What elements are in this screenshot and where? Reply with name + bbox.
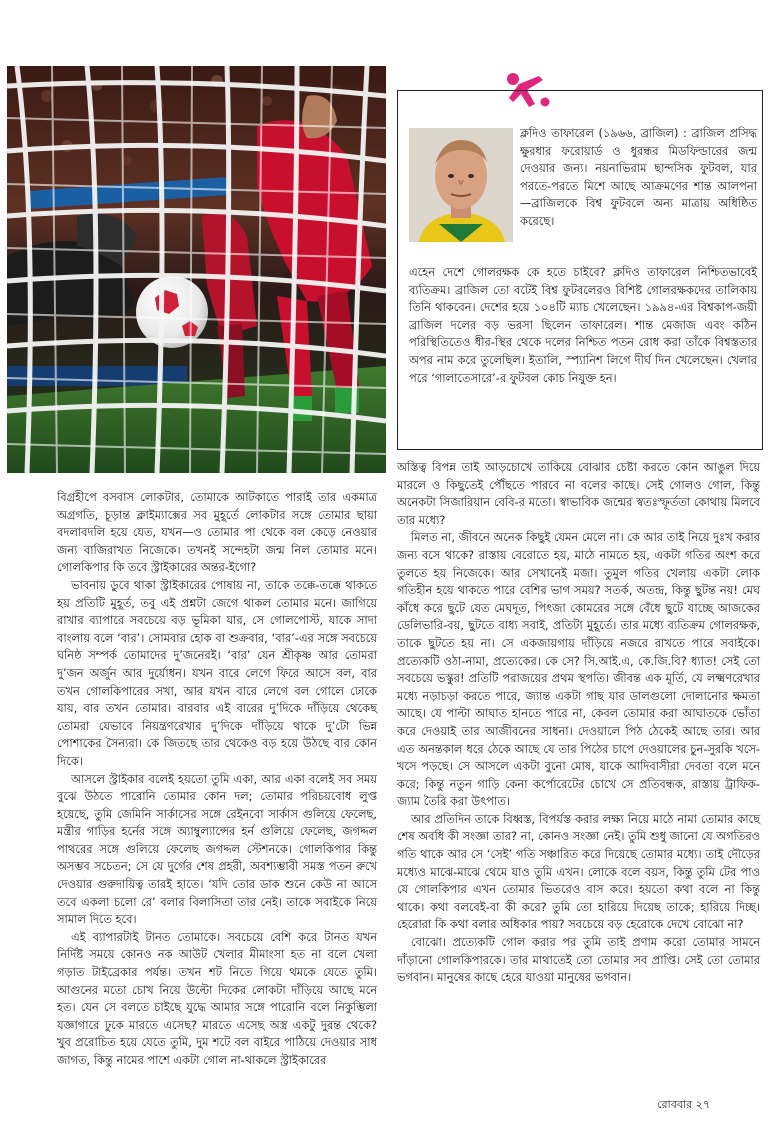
article-left-column [57, 489, 377, 1070]
paragraph: মিলত না, জীবনে অনেক কিছুই যেমন মেলে না। কে আর তাই নিয়ে দুঃখ করার জন্য বসে থাকে? রাস্তায় বেরোতে হয়, মাঠে নামতে হয়, একটা গতির অংশ করে তুলতে হয় নিজেকে। আর সেখানেই মজা। তুমুল গতির খেলায় একটা লোক গতিহীন হয়ে থাকতে পারে বেশির ভাগ সময়? সতর্ক, অতন্দ্র, কিন্তু ছুটন্ত নয়! মেঘ কাঁধে করে ছুটে যেত মেঘদূত, পিৎজা কোমরের সঙ্গে বেঁধে ছুটে যাচ্ছে আজকের ডেলিভারি-বয়, ছুটতে বাধ্য সবাই, প্রতিটা মুহূর্তে। তার মধ্যে ব্যতিক্রম গোলরক্ষক, তাকে ছুটতে হয় না। সে একজায়গায় দাঁড়িয়ে নজরে রাখতে পারে সবাইকে। প্রত্যেকটি ওঠা-নামা, প্রত্যেকের। কে সে? সি.আই.এ, কে.জি.বি? ধ্যাত! সেই তো সবচেয়ে ভস্কুর! প্রতিটি পরাজয়ের প্রথম স্থপতি। জীবন্ত এক মূর্তি, যে লক্ষ্মণরেখার মধ্যে নড়াচড়া করতে পারে, জ্যান্ত একটা গাছ যার ডালগুলো দোলানোর ক্ষমতা আছে। যে পাল্টা আঘাত হানতে পারে না, কেবল তোমার করা আঘাতকে ভোঁতা করে দেওয়াই তার আজীবনের সাধনা। দেওয়ালে পিঠ ঠেকেই আছে তার। আর এত অনন্তকাল ধরে ঠেকে আছে যে তার পিঠের চাপে দেওয়ালের চুন-সুরকি খসে-খসে পড়ছে। সে আসলে একটা বুনো মোষ, যাকে আদিবাসীরা দেবতা বলে মনে করে; কিন্তু নতুন গাড়ি কেনা কর্পোরেটের চোখে সে প্রতিবন্ধক, রাস্তায় ট্রাফিক-জ্যাম তৈরি করা উৎপাত। [397, 530, 760, 809]
article-right-column [397, 459, 760, 987]
goal-net-illustration [7, 66, 386, 473]
paragraph: অস্তিত্ব বিপন্ন তাই আড়চোখে তাকিয়ে বোঝার চেষ্টা করতে কোন আঙুল দিয়ে মারলে ও কিছুতেই পৌঁছতে পারবে না বলের কাছে। সেই গোলও গোল, কিন্তু অনেকটা সিজারিয়ান বেবি-র মতো। স্বাভাবিক জন্মের স্বতঃস্ফূর্ততা কোথায় মিলবে তার মধ্যে? [397, 460, 760, 527]
paragraph: আর প্রতিদিন তাকে বিধ্বস্ত, বিপর্যস্ত করার লক্ষ্য নিয়ে মাঠে নামা তোমার কাছে শেষ অবধি কী সংজ্ঞা তার? না, কোনও সংজ্ঞা নেই। তুমি শুধু জানো যে অগতিরও গতি থাকে আর সে ‘সেই’ গতি সঞ্চারিত করে দিয়েছে তোমার মধ্যে। তাই দৌড়ের মধ্যেও মাঝে-মাঝে থেমে যাও তুমি এখন। লোকে বলে বয়স, কিন্তু তুমি টের পাও যে গোলকিপার এখন তোমার ভিতরেও বাস করে। হয়তো কথা বলে না কিন্তু থাকে। কথা বলবেই-বা কী করে? তুমি তো হারিয়ে দিয়েছ তাকে; হারিয়ে দিচ্ছ। হেরোরা কি কথা বলার অধিকার পায়? সবচেয়ে বড় হেরোকে দেখে বোঝো না? [397, 811, 760, 932]
goal-net-photo [7, 66, 386, 473]
page-footer: রোববার ২৭ [657, 1098, 710, 1111]
paragraph: বোঝো। প্রত্যেকটি গোল করার পর তুমি তাই প্রণাম করো তোমার সামনে দাঁড়ানো গোলকিপারকে। তার মাথাতেই তো তোমার সব প্রাপ্তি। সেই তো তোমার ভগবান। মানুষের কাছে হেরে যাওয়া মানুষের ভগবান। [397, 935, 760, 985]
paragraph: ভাবনায় ডুবে থাকা স্ট্রাইকারের পোষায় না, তাকে তক্কে-তক্কে থাকতে হয় প্রতিটি মুহূর্ত, তবু এই প্রশ্নটা জেগে থাকল তোমার মনে। জাগিয়ে রাখার ব্যাপারে সবচেয়ে বড় ভূমিকা যার, সে গোলপোস্ট, যাকে সাদা বাংলায় বলে ‘বার’। সোমবার হোক বা শুক্রবার, ‘বার’-এর সঙ্গে সবচেয়ে ঘনিষ্ঠ সম্পর্ক তোমাদের দু’জনেরই। ‘বার’ যেন শ্রীকৃষ্ণ আর তোমরা দু’জন অর্জুন আর দুর্যোধন। যখন বারে লেগে ফিরে আসে বল, বার তখন গোলকিপারের সখা, আর যখন বারে লেগে বল গোলে ঢোকে যায়, বার তখন তোমার। বারবার এই বারের দু’দিকে দাঁড়িয়ে থেকেছ তোমরা যেভাবে নিয়ন্ত্রণরেখার দু’দিকে দাঁড়িয়ে থাকে দু’টো ভিন্ন পোশাকের সৈন্যরা। কে জিতছে তার থেকেও বড় হয়ে উঠছে বার কোন দিকে। [57, 577, 377, 768]
sidebar-intro-text: ক্লদিও তাফারেল (১৯৬৬, ব্রাজিল) : ব্রাজিল প্রসিদ্ধ ক্ষুরধার ফরোয়ার্ড ও ধুরন্ধর মিডফিল্ডারের জন্ম দেওয়ার জন্য। নয়নাভিরাম ছান্দসিক ফুটবল, যার পরতে-পরতে মিশে আছে আক্রমণের শান্ত আলপনা—ব্রাজিলকে বিশ্ব ফুটবলে অন্য মাত্রায় অধিষ্ঠিত করেছে। [520, 126, 757, 228]
player-portrait [409, 128, 513, 242]
paragraph: এই ব্যাপারটাই টানত তোমাকে। সবচেয়ে বেশি করে টানত যখন নির্দিষ্ট সময়ে কোনও নক আউট খেলার মীমাংসা হত না বলে খেলা গড়াত টাইব্রেকার পর্যন্ত। তখন শট নিতে গিয়ে থমকে যেতে তুমি। আগুনের মতো চোখ নিয়ে উল্টো দিকের লোকটা দাঁড়িয়ে আছে মনে হত। যেন সে বলতে চাইছে যুদ্ধে আমার সঙ্গে পারোনি বলে নিকুম্ভিলা যজ্ঞাগারে ঢুকে মারতে এসেছ? মারতে এসেছ অস্ত্র একটু দুরন্ত থেকে? খুব প্ররোচিত হয়ে যেতে তুমি, দুম শটে বল বাইরে পাঠিয়ে দেওয়ার সাধ জাগত, কিন্তু নামের পাশে একটা গোল না-থাকলে স্ট্রাইকারের [57, 929, 377, 1067]
paragraph: আসলে স্ট্রাইকার বলেই হয়তো তুমি একা, আর একা বলেই সব সময় বুঝে উঠতে পারোনি তোমার কোন দল; তোমার পরিচয়বোধ লুপ্ত হয়েছে, তুমি জেমিনি সার্কাসের সঙ্গে রেইনবো সার্কাস গুলিয়ে ফেলেছ, মন্ত্রীর গাড়ির হর্নের সঙ্গে অ্যাম্বুল্যান্সের হর্ন গুলিয়ে ফেলেছ, জগদ্দল পাথরের সঙ্গে গুলিয়ে ফেলেছ জগদ্দল স্টেশনকে। গোলকিপার কিন্তু অসম্ভব সচেতন; সে যে দুর্গের শেষ প্রহরী, অবশ্যম্ভাবী সমস্ত পতন রুখে দেওয়ার গুরুদায়িত্ব তারই হাতে। ‘যদি তোর ডাক শুনে কেউ না আসে তবে একলা চলো রে’ বলার বিলাসিতা তার নেই। তাকে সবাইকে নিয়ে সামাল দিতে হবে। [57, 771, 377, 927]
paragraph: বিগ্রহীপে বসবাস লোকটার, তোমাকে আটকাতে পারাই তার একমাত্র অগ্রগতি, চূড়ান্ত ক্লাইম্যাক্সের সব মুহূর্তে লোকটার সঙ্গে তোমার ছায়া বদলাবদলি হয়ে যেত, যখন—ও তোমার পা থেকে বল কেড়ে নেওয়ার জন্য বাজিরাখত নিজেকে। তখনই সন্দেহটা জন্ম নিল তোমার মনে। গোলকিপার কি তবে স্ট্রাইকারের অন্তর-ইগো? [57, 490, 377, 575]
sidebar-body-text: এহেন দেশে গোলরক্ষক কে হতে চাইবে? ক্লদিও তাফারেল নিশ্চিতভাবেই ব্যতিক্রম। ব্রাজিল তো বটেই বিশ্ব ফুটবলেরও বিশিষ্ট গোলরক্ষকদের তালিকায় তিনি থাকবেন। দেশের হয়ে ১০৪টি ম্যাচ খেলেছেন। ১৯৯৪-এর বিশ্বকাপ-জয়ী ব্রাজিল দলের বড় ভরসা ছিলেন তাফারেল। শান্ত মেজাজ এবং কঠিন পরিস্থিতিতেও ধীর-স্থির থেকে দলের নিশ্চিত পতন রোধ করা তাঁকে বিশ্বস্ততার অপর নাম করে তুলেছিল। ইতালি, স্প্যানিশ লিগে দীর্ঘ দিন খেলেছেন। খেলার পরে ‘গালাতেসারে’-র ফুটবল কোচ নিযুক্ত হন। [409, 265, 757, 385]
